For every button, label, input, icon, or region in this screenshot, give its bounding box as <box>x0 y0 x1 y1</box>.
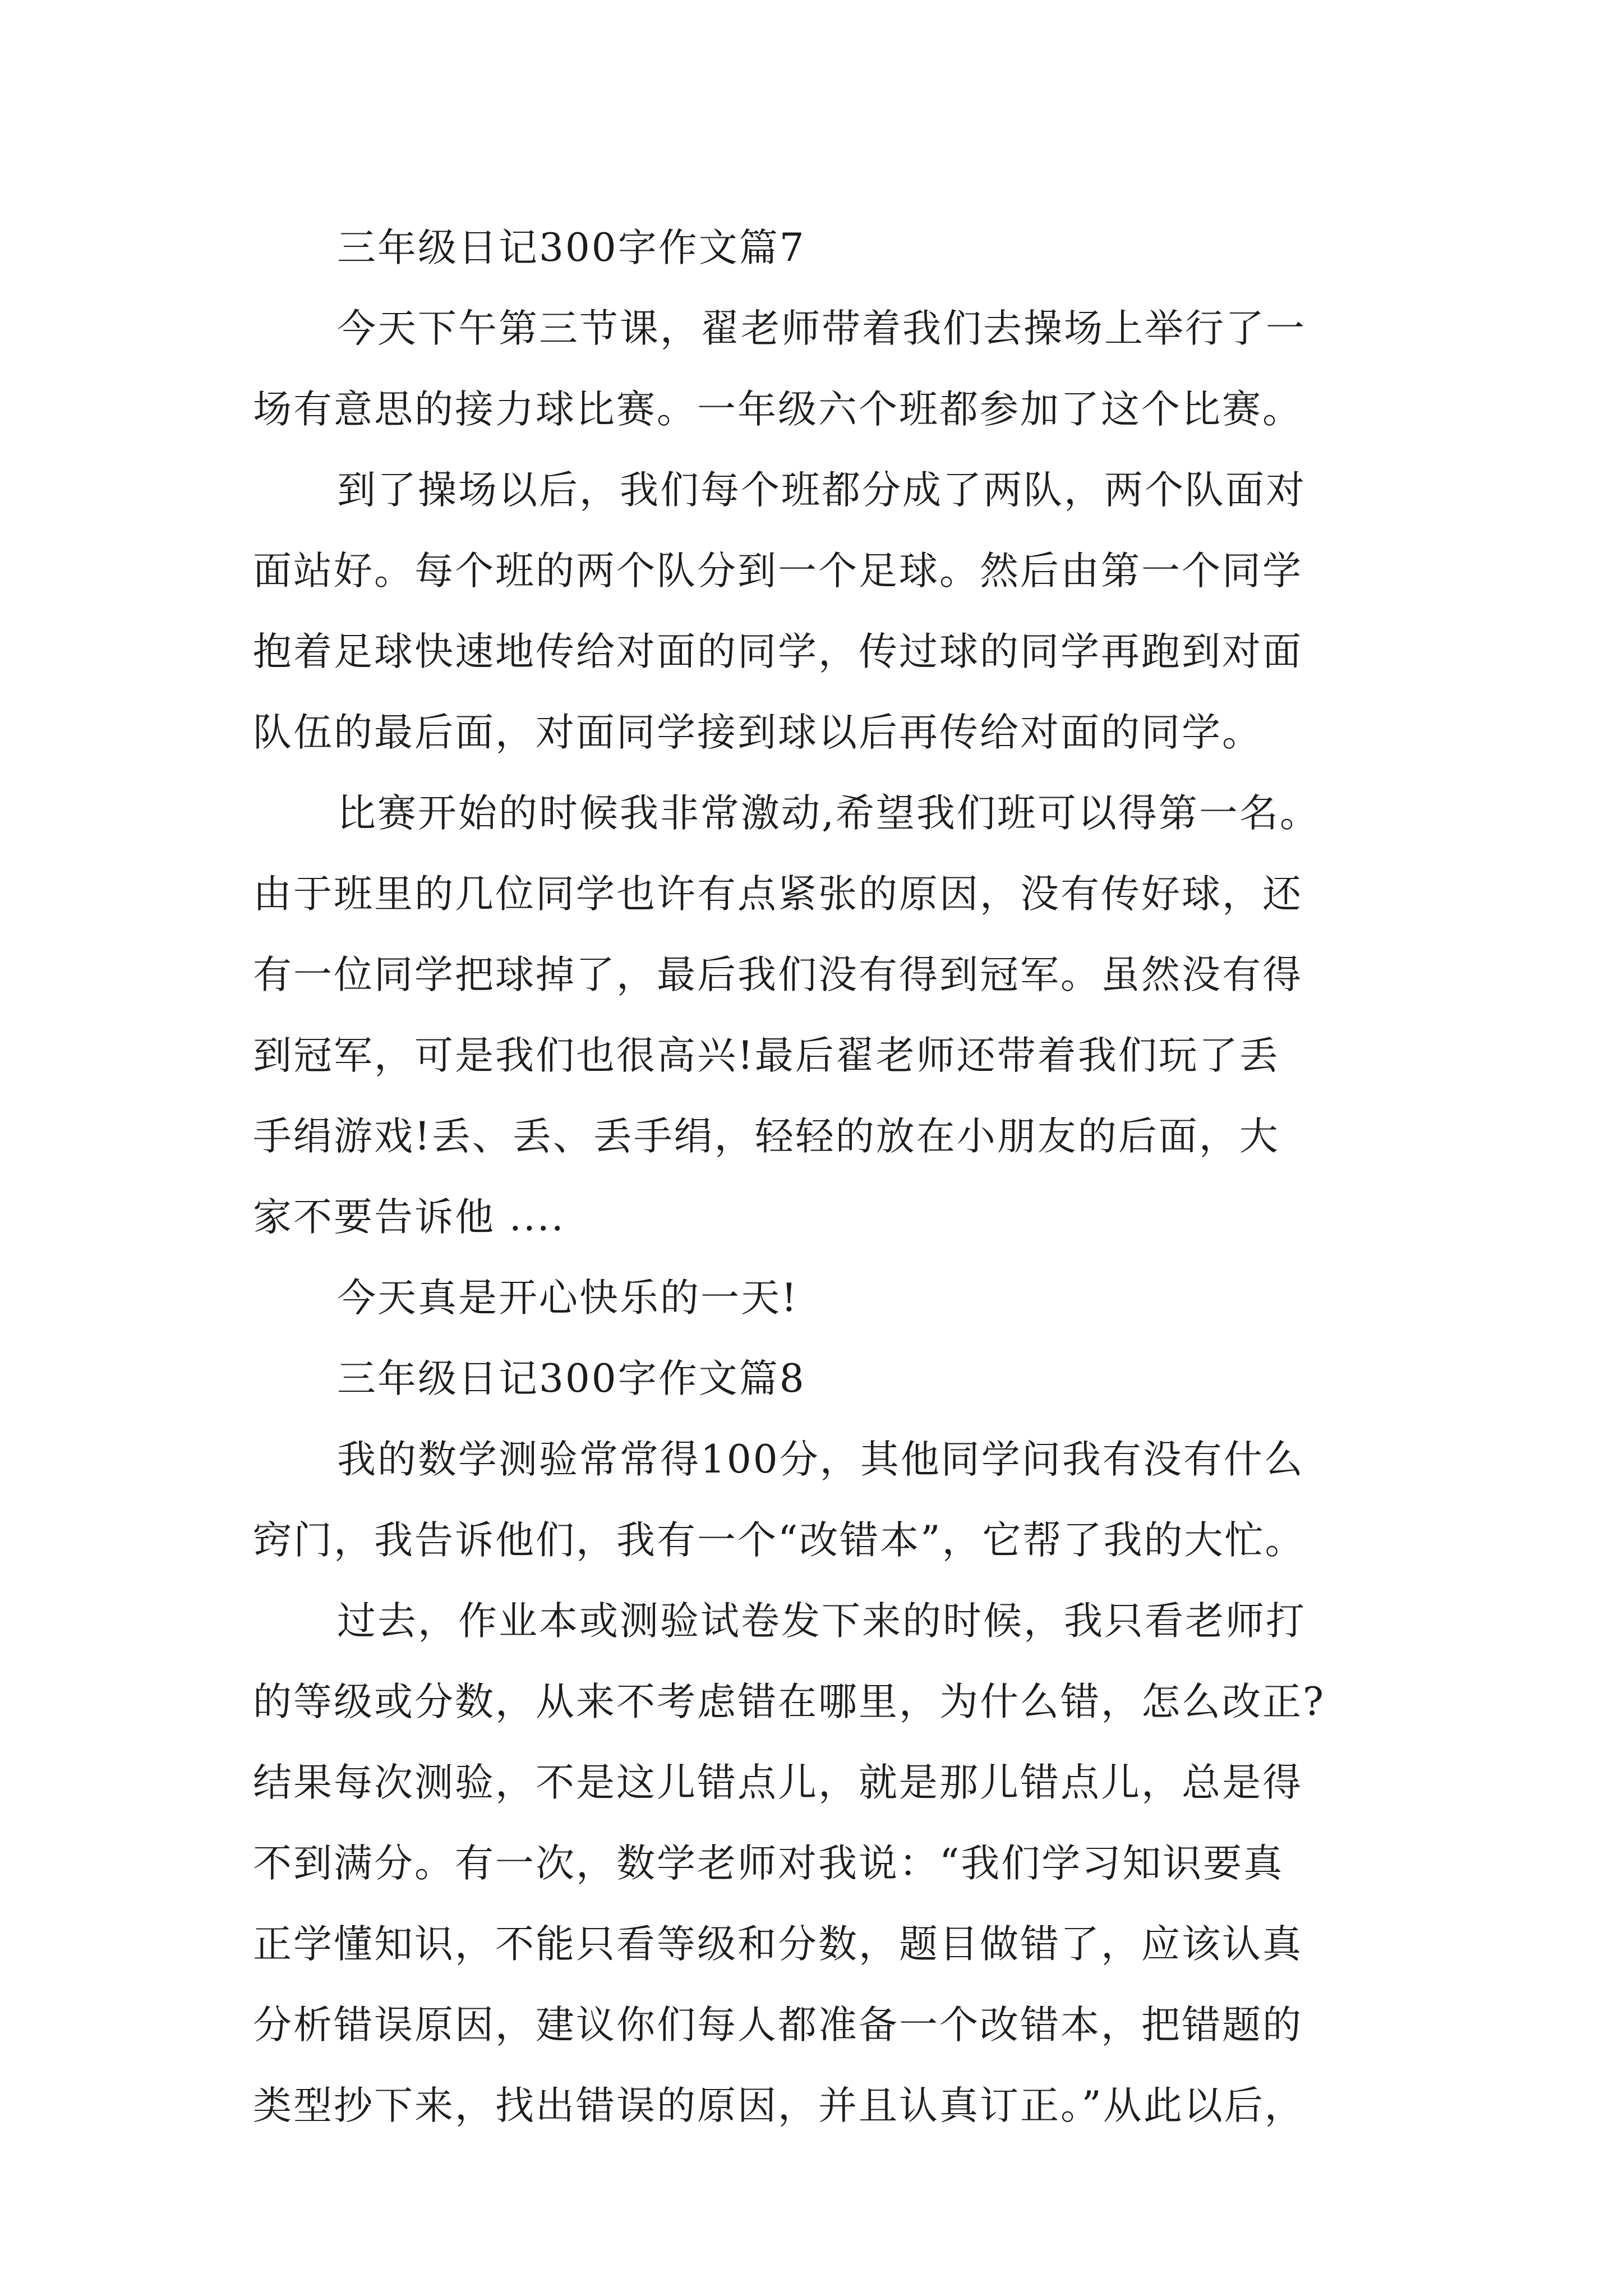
text-line: 面站好。每个班的两个队分到一个足球。然后由第一个同学 <box>253 549 1303 593</box>
essay-7-title: 三年级日记300字作文篇7 <box>337 226 806 270</box>
text-line: 家不要告诉他 .... <box>253 1195 565 1240</box>
text-line: 今天下午第三节课，翟老师带着我们去操场上举行了一 <box>337 306 1306 351</box>
document-body <box>253 208 1386 2146</box>
essay-7-paragraph-2 <box>253 450 1386 773</box>
text-line: 分析错误原因，建议你们每人都准备一个改错本，把错题的 <box>253 2003 1303 2047</box>
text-line: 结果每次测验，不是这儿错点儿，就是那儿错点儿，总是得 <box>253 1760 1303 1805</box>
essay-7-paragraph-4 <box>253 1258 1386 1338</box>
essay-8-paragraph-1 <box>253 1419 1386 1581</box>
text-line: 正学懂知识，不能只看等级和分数，题目做错了，应该认真 <box>253 1922 1303 1967</box>
text-line: 到了操场以后，我们每个班都分成了两队，两个队面对 <box>337 468 1306 513</box>
essay-8-paragraph-2 <box>253 1581 1386 2146</box>
text-line: 的等级或分数，从来不考虑错在哪里，为什么错，怎么改正? <box>253 1680 1325 1724</box>
text-line: 类型抄下来，找出错误的原因，并且认真订正。”从此以后， <box>253 2083 1305 2128</box>
text-line: 队伍的最后面，对面同学接到球以后再传给对面的同学。 <box>253 710 1262 755</box>
essay-7-paragraph-3 <box>253 773 1386 1258</box>
essay-8-title: 三年级日记300字作文篇8 <box>337 1356 806 1401</box>
text-line: 由于班里的几位同学也许有点紧张的原因，没有传好球，还 <box>253 872 1303 917</box>
text-line: 抱着足球快速地传给对面的同学，传过球的同学再跑到对面 <box>253 629 1303 674</box>
text-line: 今天真是开心快乐的一天! <box>337 1276 799 1320</box>
text-line: 场有意思的接力球比赛。一年级六个班都参加了这个比赛。 <box>253 387 1303 432</box>
text-line: 到冠军，可是我们也很高兴!最后翟老师还带着我们玩了丢 <box>253 1033 1280 1078</box>
text-line: 不到满分。有一次，数学老师对我说：“我们学习知识要真 <box>253 1841 1284 1886</box>
text-line: 有一位同学把球掉了，最后我们没有得到冠军。虽然没有得 <box>253 953 1303 997</box>
text-line: 比赛开始的时候我非常激动,希望我们班可以得第一名。 <box>337 791 1320 836</box>
text-line: 过去，作业本或测验试卷发下来的时候，我只看老师打 <box>337 1599 1306 1644</box>
text-line: 窍门，我告诉他们，我有一个“改错本”，它帮了我的大忙。 <box>253 1518 1306 1563</box>
text-line: 我的数学测验常常得100分，其他同学问我有没有什么 <box>337 1437 1304 1482</box>
text-line: 手绢游戏!丢、丢、丢手绢，轻轻的放在小朋友的后面，大 <box>253 1114 1280 1159</box>
essay-7-paragraph-1 <box>253 288 1386 450</box>
